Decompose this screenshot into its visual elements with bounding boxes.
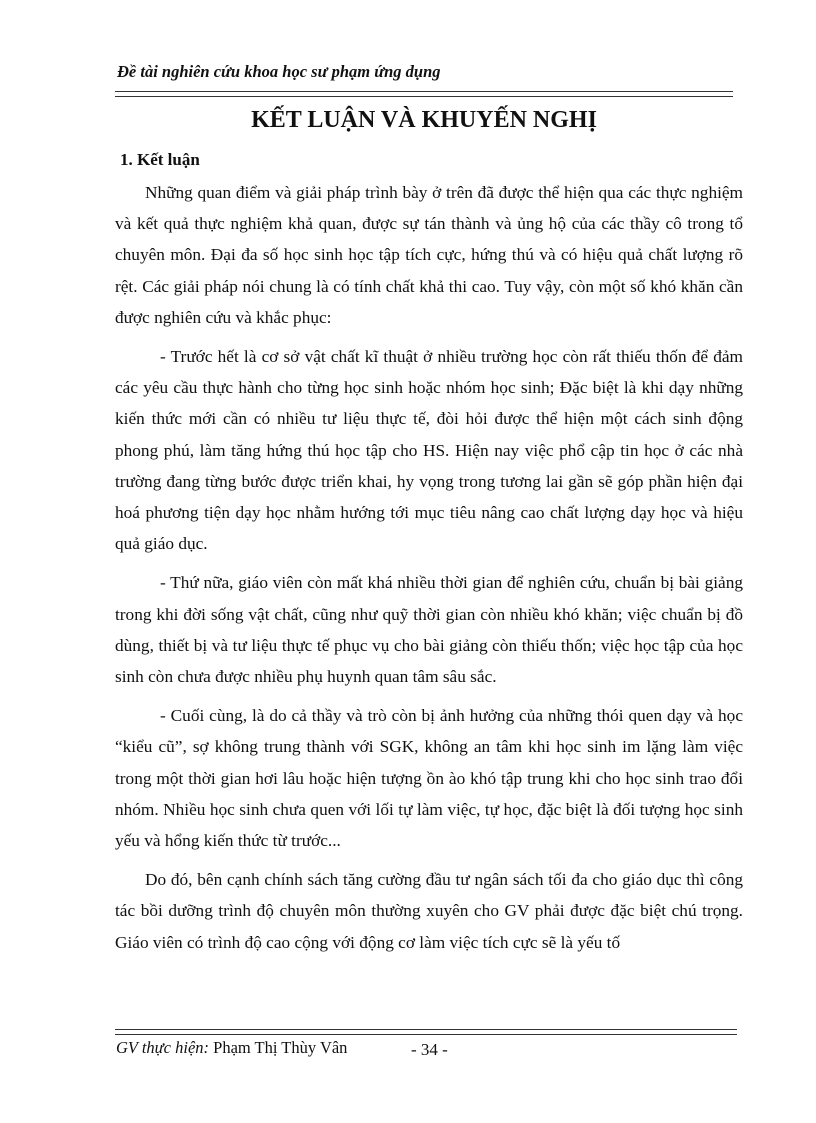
paragraph-point-1: - Trước hết là cơ sở vật chất kĩ thuật ở nhiều trường học còn rất thiếu thốn để đảm các yêu cầu thực hành cho từng học sinh hoặc nhóm học sinh; Đặc biệt là khi dạy những kiến thức mới cần có nhiều tư liệu thực tế, đòi hỏi được thể hiện một cách sinh động phong phú, làm tăng hứng thú học tập cho HS. Hiện nay việc phổ cập tin học ở các nhà trường đang từng bước được triển khai, hy vọng trong tương lai gần sẽ góp phần hiện đại hoá phương tiện dạy học nhằm hướng tới mục tiêu nâng cao chất lượng dạy học và hiệu quả giáo dục. — [115, 347, 743, 554]
header-divider — [115, 91, 733, 97]
section-heading: 1. Kết luận — [120, 150, 200, 169]
footer-author-label: GV thực hiện: — [116, 1038, 210, 1057]
footer-divider — [115, 1029, 737, 1035]
page-number: - 34 - — [411, 1040, 448, 1059]
paragraph-intro: Những quan điểm và giải pháp trình bày ở trên đã được thể hiện qua các thực nghiệm và kết quả thực nghiệm khả quan, được sự tán thành và ủng hộ của các thầy cô trong tổ chuyên môn. Đại đa số học sinh học tập tích cực, hứng thú và có hiệu quả chất lượng rõ rệt. Các giải pháp nói chung là có tính chất khả thi cao. Tuy vậy, còn một số khó khăn cần được nghiên cứu và khắc phục: — [115, 183, 743, 327]
body-text — [115, 177, 743, 958]
paragraph-conclusion: Do đó, bên cạnh chính sách tăng cường đầu tư ngân sách tối đa cho giáo dục thì công tác bồi dưỡng trình độ chuyên môn thường xuyên cho GV phải được đặc biệt chú trọng. Giáo viên có trình độ cao cộng với động cơ làm việc tích cực sẽ là yếu tố — [115, 870, 743, 952]
footer-author — [116, 1038, 347, 1058]
paragraph-point-3: - Cuối cùng, là do cả thầy và trò còn bị ảnh hưởng của những thói quen dạy và học “kiểu cũ”, sợ không trung thành với SGK, không an tâm khi học sinh im lặng làm việc trong một thời gian hơi lâu hoặc hiện tượng ồn ào khó tập trung khi cho học sinh trao đổi nhóm. Nhiều học sinh chưa quen với lối tự làm việc, tự học, đặc biệt là đối tượng học sinh yếu và hổng kiến thức từ trước... — [115, 706, 743, 851]
footer-author-name: Phạm Thị Thùy Vân — [213, 1038, 348, 1057]
paragraph-point-2: - Thứ nữa, giáo viên còn mất khá nhiều thời gian để nghiên cứu, chuẩn bị bài giảng trong khi đời sống vật chất, cũng như quỹ thời gian còn nhiều khó khăn; việc chuẩn bị đồ dùng, thiết bị và tư liệu thực tế phục vụ cho bài giảng còn thiếu thốn; việc học tập của học sinh còn chưa được nhiều phụ huynh quan tâm sâu sắc. — [115, 573, 743, 687]
header-title: Đề tài nghiên cứu khoa học sư phạm ứng dụng — [117, 62, 441, 81]
main-title: KẾT LUẬN VÀ KHUYẾN NGHỊ — [251, 107, 597, 133]
